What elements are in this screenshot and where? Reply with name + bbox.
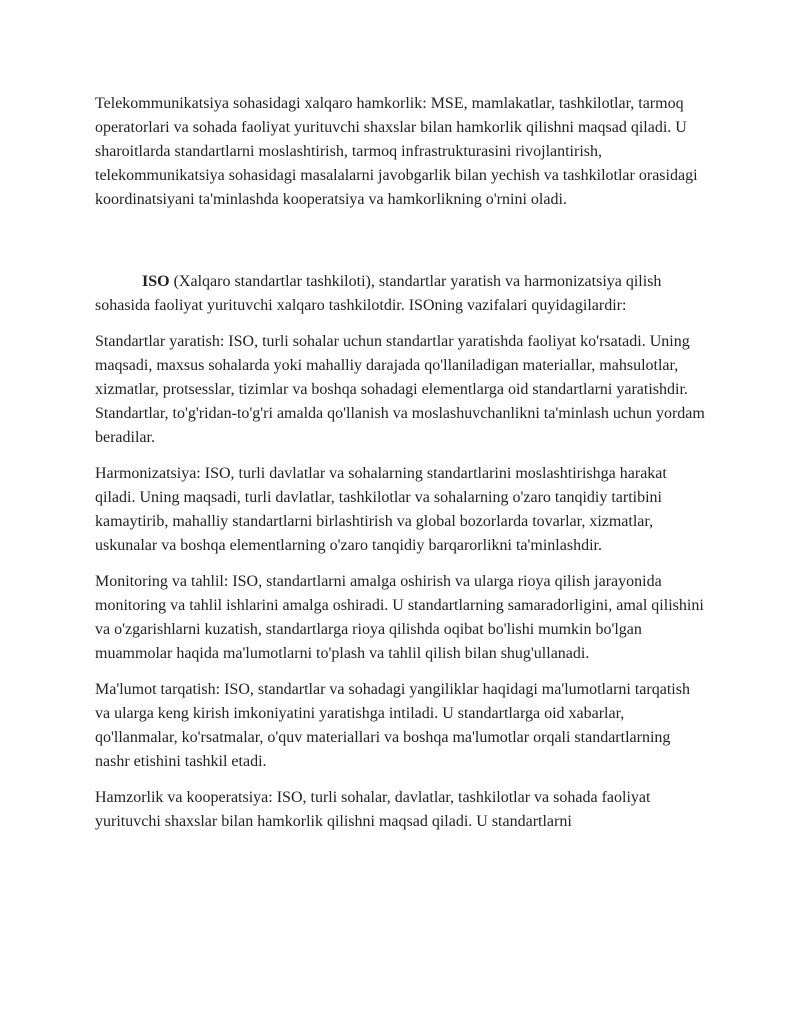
section-cooperation: Hamzorlik va kooperatsiya: ISO, turli sohalar, davlatlar, tashkilotlar va sohada faoliyat yurituvchi shaxslar bilan hamkorlik qilishni maqsad qiladi. U standartlarni: [95, 789, 651, 830]
section-monitoring-analysis: Monitoring va tahlil: ISO, standartlarni amalga oshirish va ularga rioya qilish jarayonida monitoring va tahlil ishlarini amalga oshiradi. U standartlarning samaradorligini, amal qilishini va o'zgarishlarni kuzatish, standartlarga rioya qilishda oqibat bo'lishi mumkin bo'lgan muammolar haqida ma'lumotlarni to'plash va tahlil qilish bilan shug'ullanadi.: [95, 573, 704, 662]
iso-intro-text: (Xalqaro standartlar tashkiloti), standartlar yaratish va harmonizatsiya qilish sohasida faoliyat yurituvchi xalqaro tashkilotdir. ISOning vazifalari quyidagilardir:: [95, 273, 662, 314]
section-standards-creation: Standartlar yaratish: ISO, turli sohalar uchun standartlar yaratishda faoliyat ko'rsatadi. Uning maqsadi, maxsus sohalarda yoki mahalliy darajada qo'llaniladigan materiallar, mahsulotlar, xizmatlar, protsesslar, tizimlar va boshqa sohadagi elementlarga oid standartlarni yaratishdir. Standartlar, to'g'ridan-to'g'ri amalda qo'llanish va moslashuvchanlikni ta'minlash uchun yordam beradilar.: [95, 333, 705, 446]
intro-paragraph: Telekommunikatsiya sohasidagi xalqaro hamkorlik: MSE, mamlakatlar, tashkilotlar, tarmoq operatorlari va sohada faoliyat yurituvchi shaxslar bilan hamkorlik qilishni maqsad qiladi. U sharoitlarda standartlarni moslashtirish, tarmoq infrastrukturasini rivojlantirish, telekommunikatsiya sohasidagi masalalarni javobgarlik bilan yechish va tashkilotlar orasidagi koordinatsiyani ta'minlashda kooperatsiya va hamkorlikning o'rnini oladi.: [95, 95, 698, 208]
iso-heading: ISO: [142, 273, 170, 290]
section-information-dissemination: Ma'lumot tarqatish: ISO, standartlar va sohadagi yangiliklar haqidagi ma'lumotlarni tarqatish va ularga keng kirish imkoniyatini yaratishga intiladi. U standartlarga oid xabarlar, qo'llanmalar, ko'rsatmalar, o'quv materiallari va boshqa ma'lumotlar orqali standartlarning nashr etishini tashkil etadi.: [95, 681, 690, 770]
document-page: [95, 92, 707, 846]
section-harmonization: Harmonizatsiya: ISO, turli davlatlar va sohalarning standartlarini moslashtirishga harakat qiladi. Uning maqsadi, turli davlatlar, tashkilotlar va sohalarning o'zaro tanqidiy tartibini kamaytirib, mahalliy standartlarni birlashtirish va global bozorlarda tovarlar, xizmatlar, uskunalar va boshqa elementlarning o'zaro tanqidiy barqarorlikni ta'minlashdir.: [95, 465, 667, 554]
iso-intro-paragraph: [95, 270, 707, 318]
